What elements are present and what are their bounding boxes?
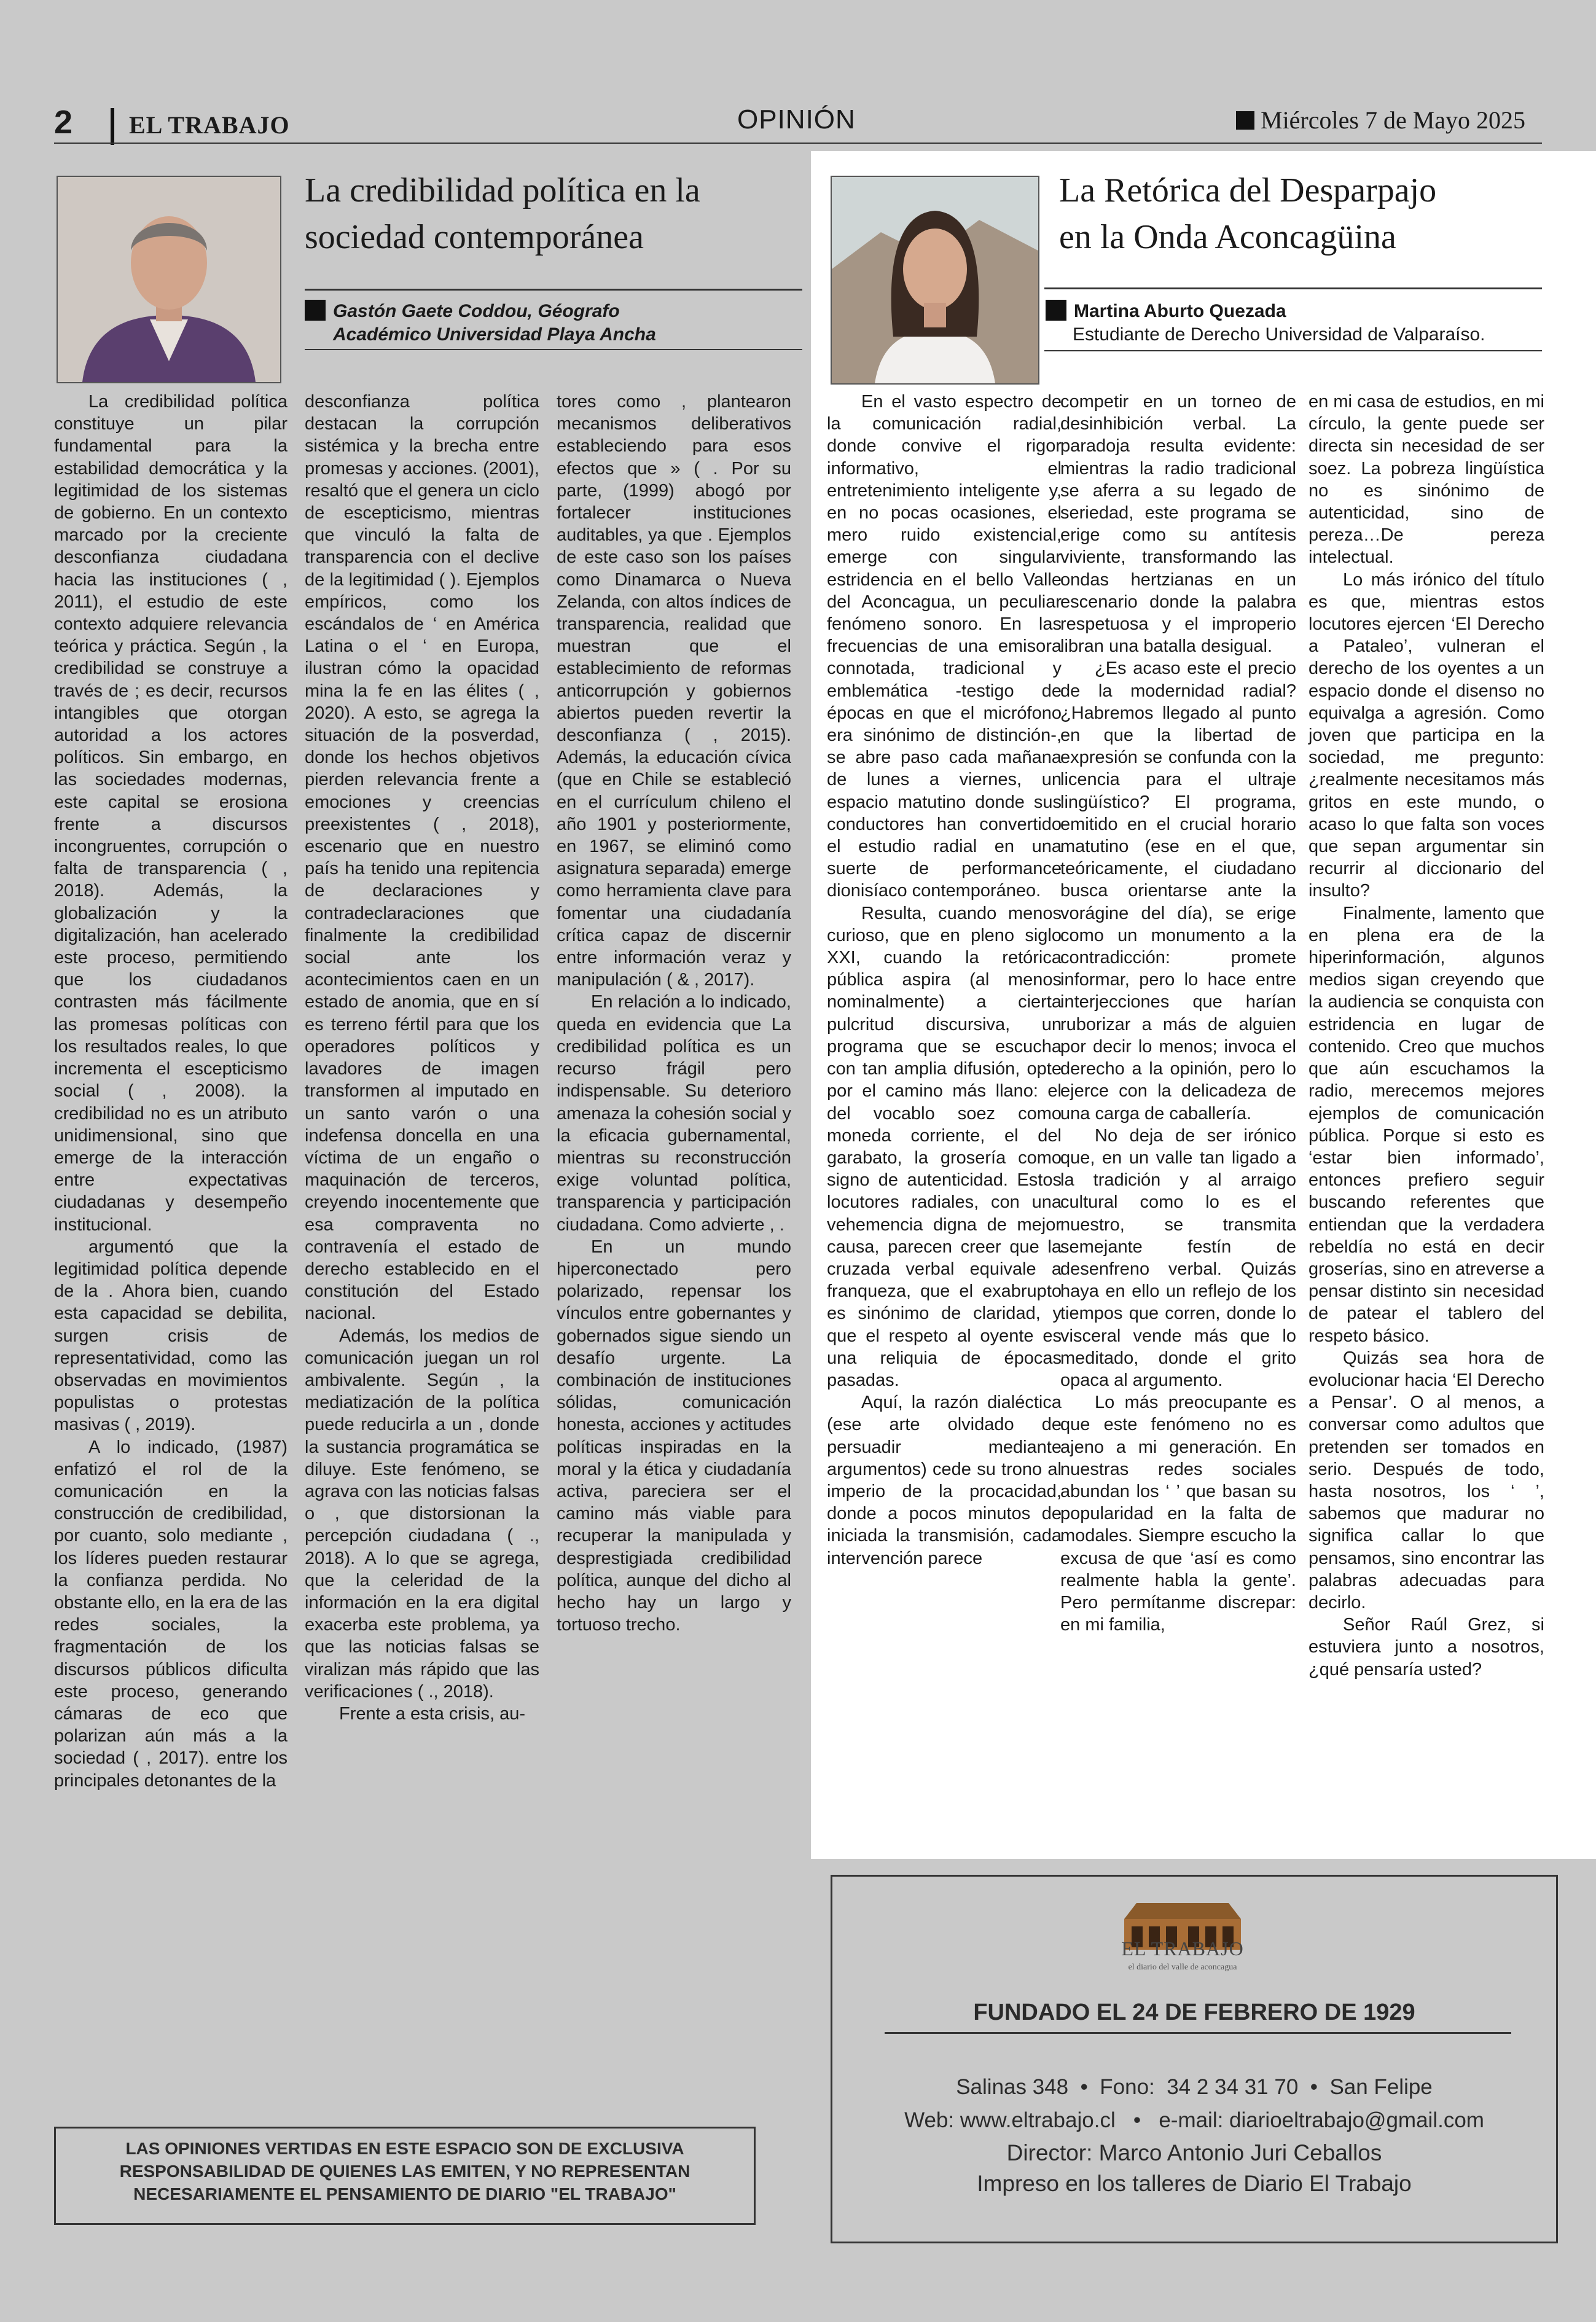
header-rule: [54, 143, 1542, 144]
author2-photo: [831, 176, 1039, 385]
paragraph: Aquí, la razón dialéctica (ese arte olvidado de persuadir mediante argumentos) cede su trono al imperio de la procacidad, donde a pocos minutos de iniciada la transmisión, cada intervención parece: [827, 1393, 1062, 1568]
article2-title-line1: La Retórica del Desparpajo: [1059, 171, 1437, 209]
paragraph: argumentó que la legitimidad política depende de la . Ahora bien, cuando esta capacidad se debilita, surgen crisis de representatividad, como las observadas en movimientos populistas o protestas masivas ( , 2019).: [54, 1237, 288, 1435]
article1-title-line2: sociedad contemporánea: [305, 218, 644, 256]
article2-byline: [1046, 300, 1543, 346]
paragraph: ¿Es acaso este el precio de la modernidad radial? ¿Habremos llegado al punto en que la libertad de expresión se confunda con la licencia para el ultraje lingüístico? El programa, emitido en el crucial horario matutino (ese en el que, teóricamente, el ciudadano busca orientarse ante la vorágine del día), se erige como un monumento a la contradicción: promete informar, pero lo hace entre interjecciones que harían ruborizar a más de alguien por decir lo menos; invoca el derecho a la opinión, pero lo ejerce con la delicadeza de una carga de caballería.: [1060, 659, 1296, 1124]
article2-title-line2: en la Onda Aconcagüina: [1059, 218, 1396, 256]
paragraph: Finalmente, lamento que en plena era de la hiperinformación, algunos medios sigan creyendo que la audiencia se conquista con estridencia en lugar de contenido. Creo que muchos que aún escuchamos la radio, merecemos mejores ejemplos de comunicación pública. Porque si esto es ‘estar bien informado’, entonces prefiero seguir buscando referentes que entiendan que la verdadera rebeldía no está en decir groserías, sino en atreverse a pensar distinto sin necesidad de patear el tablero del respeto básico.: [1308, 903, 1544, 1346]
square-bullet-icon: [1046, 300, 1066, 321]
disclaimer-line1: LAS OPINIONES VERTIDAS EN ESTE ESPACIO SON DE EXCLUSIVA: [125, 2139, 684, 2158]
article2-title: [1059, 167, 1551, 260]
article1-rule: [305, 289, 802, 291]
paragraph: Además, los medios de comunicación juegan un rol ambivalente. Según , la mediatización de la política puede reducirla a un , donde la sustancia programática se diluye. Este fenómeno, se agrava con las noticias falsas o , que distorsionan la percepción ciudadana ( ., 2018). A lo que se agrega, que la celeridad de la información en la era digital exacerba este problema, ya que las noticias falsas se viralizan más rápido que las verificaciones ( ., 2018).: [305, 1326, 539, 1702]
paragraph: desconfianza política destacan la corrupción sistémica y la brecha entre promesas y acciones. (2001), resaltó que el genera un ciclo de escepticismo, mientras que vinculó la falta de transparencia con el declive de la legitimidad ( ). Ejemplos empíricos, como los escándalos de ‘ en América Latina o el ‘ en Europa, ilustran cómo la opacidad mina la fe en las élites ( , 2020). A esto, se agrega la situación de la posverdad, donde los hechos objetivos pierden relevancia frente a emociones y creencias preexistentes ( , 2018), escenario que en nuestro país ha tenido una repitencia de declaraciones y contradeclaraciones que finalmente la credibilidad social ante los acontecimientos caen en un estado de anomia, que en sí es terreno fértil para que los operadores políticos y lavadores de imagen transformen al imputado en un santo varón o una indefensa doncella en una víctima de un engaño o maquinación de terceros, creyendo inocentemente que esa compraventa no contravenía el estado de derecho establecido en el constitución del Estado nacional.: [305, 392, 539, 1324]
director-line: Director: Marco Antonio Juri Ceballos: [1006, 2140, 1382, 2165]
logo-tagline: el diario del valle de aconcagua: [1128, 1963, 1237, 1972]
article2-column2: [1060, 391, 1296, 1636]
article2-column1: [827, 391, 1062, 1570]
article2-byline-rule: [1044, 350, 1542, 351]
article1-column2: [305, 391, 539, 1725]
square-bullet-icon: [1236, 111, 1254, 130]
article1-title-line1: La credibilidad política en la: [305, 171, 700, 209]
paragraph: Lo más irónico del título es que, mientras estos locutores ejercen ‘El Derecho a Pataleo’, vulneran el derecho de los oyentes a un espacio donde el disenso no equivalga a agresión. Como joven que participa en la sociedad, me pregunto: ¿realmente necesitamos más gritos en este mundo, o acaso lo que falta son voces que sepan argumentar sin recurrir al diccionario del insulto?: [1308, 569, 1544, 901]
page-number: 2: [54, 104, 73, 141]
issue-date-text: Miércoles 7 de Mayo 2025: [1261, 106, 1526, 134]
founded-date: FUNDADO EL 24 DE FEBRERO DE 1929: [973, 2000, 1415, 2025]
article1-byline-rule: [305, 349, 802, 350]
article1-column1: [54, 391, 288, 1792]
paper-name: EL TRABAJO: [129, 111, 290, 139]
issue-date: [1236, 106, 1525, 135]
paragraph: En el vasto espectro de la comunicación radial, donde convive el rigor informativo, el entretenimiento inteligente y, en no pocas ocasiones, el mero ruido existencial, emerge con singular estridencia en el bello Valle del Aconcagua, un peculiar fenómeno sonoro. En las frecuencias de una emisora connotada, tradicional y emblemática -testigo de épocas en que el micrófono era sinónimo de distinción-, se abre paso cada mañana de lunes a viernes, un espacio matutino donde sus conductores han convertido el estudio radial en una suerte de performance dionisíaco contemporáneo.: [827, 392, 1062, 901]
paragraph: No deja de ser irónico que, en un valle tan ligado a la tradición y al arraigo cultural como lo es el nuestro, se transmita semejante festín de desenfreno verbal. Quizás haya en ello un reflejo de los tiempos que corren, donde lo visceral vende más que lo meditado, donde el grito opaca al argumento.: [1060, 1125, 1296, 1390]
article2-author: Martina Aburto Quezada: [1074, 301, 1286, 321]
founded-rule: [885, 2032, 1511, 2034]
article1-column3: [557, 391, 791, 1636]
disclaimer-line2: RESPONSABILIDAD DE QUIENES LAS EMITEN, Y NO REPRESENTAN: [119, 2162, 690, 2181]
paragraph: Quizás sea hora de evolucionar hacia ‘El Derecho a Pensar’. O al menos, a conversar como adultos que pretenden ser tomados en serio. Después de todo, hasta nosotros, los ‘ ’, sabemos que madurar no significa callar lo que pensamos, sino encontrar las palabras adecuadas para decirlo.: [1308, 1348, 1544, 1612]
paragraph: A lo indicado, (1987) enfatizó el rol de la comunicación en la construcción de credibilidad, por cuanto, solo mediante , los líderes pueden restaurar la confianza perdida. No obstante ello, en la era de las redes sociales, la fragmentación de los discursos públicos dificulta este proceso, generando cámaras de eco que polarizan aún más a la sociedad ( , 2017). entre los principales detonantes de la: [54, 1437, 288, 1791]
article2-column3: [1308, 391, 1544, 1681]
contact-line: Web: www.eltrabajo.cl • e-mail: diarioeltrabajo@gmail.com: [904, 2108, 1484, 2132]
paragraph: Frente a esta crisis, au-: [339, 1703, 525, 1724]
article1-byline: [305, 300, 802, 346]
paragraph: Resulta, cuando menos curioso, que en pleno siglo XXI, cuando la retórica pública aspira (al menos nominalmente) a cierta pulcritud discursiva, un programa que se escucha con tan amplia difusión, opte por el camino más llano: el del vocablo soez como moneda corriente, el del garabato, la grosería como signo de autenticidad. Estos locutores radiales, con una vehemencia digna de mejor causa, parecen creer que la cruzada verbal equivale a franqueza, que el exabrupto es sinónimo de claridad, y que el respeto al oyente es una reliquia de épocas pasadas.: [827, 903, 1062, 1390]
address-line: Salinas 348 • Fono: 34 2 34 31 70 • San Felipe: [956, 2075, 1433, 2099]
paragraph: En relación a lo indicado, queda en evidencia que La credibilidad política es un recurso frágil pero indispensable. Su deterioro amenaza la cohesión social y la eficacia gubernamental, mientras su reconstrucción exige voluntad política, transparencia y participación ciudadana. Como advierte , .: [557, 992, 791, 1235]
header-divider: [111, 108, 114, 145]
paragraph: competir en un torneo de desinhibición verbal. La paradoja resulta evidente: mientras la radio tradicional se aferra a su legado de seriedad, este programa se erige como su antítesis viviente, transformando las ondas hertzianas en un escenario donde la palabra respetuosa y el improperio libran una batalla desigual.: [1060, 392, 1296, 657]
paragraph: En un mundo hiperconectado pero polarizado, repensar los vínculos entre gobernantes y gobernados sigue siendo un desafío urgente. La combinación de instituciones sólidas, comunicación honesta, acciones y actitudes políticas inspiradas en la moral y la ética y ciudadanía activa, pareciera ser el camino más viable para recuperar la manipulada y desprestigiada credibilidad política, aunque del dicho al hecho hay un largo y tortuoso trecho.: [557, 1237, 791, 1635]
logo-name: EL TRABAJO: [1121, 1937, 1244, 1960]
disclaimer-box: [54, 2127, 756, 2225]
paragraph: tores como , plantearon mecanismos deliberativos estableciendo para esos efectos que » ( . Por su parte, (1999) abogó por fortalecer instituciones auditables, ya que . Ejemplos de este caso son los países como Dinamarca o Nueva Zelanda, con altos índices de transparencia, realidad que muestran que el establecimiento de reformas anticorrupción y gobiernos abiertos pueden revertir la desconfianza ( , 2015). Además, la educación cívica (que en Chile se estableció en el currículum chileno el año 1901 y posteriormente, en 1967, se eliminó como asignatura separada) emerge como herramienta clave para fomentar una ciudadanía crítica capaz de discernir entre información veraz y manipulación ( & , 2017).: [557, 392, 791, 990]
article1-title: [305, 167, 802, 260]
disclaimer-line3: NECESARIAMENTE EL PENSAMIENTO DE DIARIO "EL TRABAJO": [133, 2184, 676, 2203]
square-bullet-icon: [305, 300, 326, 321]
section-title: OPINIÓN: [737, 104, 856, 135]
article1-author-role: Académico Universidad Playa Ancha: [333, 324, 656, 345]
author1-photo: [57, 176, 281, 383]
paragraph: en mi casa de estudios, en mi círculo, la gente puede ser directa sin necesidad de ser soez. La pobreza lingüística no es sinónimo de autenticidad, sino de pereza…De pereza intelectual.: [1308, 392, 1544, 568]
article2-rule: [1044, 287, 1542, 289]
article1-author: Gastón Gaete Coddou, Géografo: [333, 301, 620, 321]
article2-author-role: Estudiante de Derecho Universidad de Valparaíso.: [1073, 324, 1485, 345]
paragraph: La credibilidad política constituye un pilar fundamental para la estabilidad democrática y la legitimidad de los sistemas de gobierno. En un contexto marcado por la creciente desconfianza ciudadana hacia las instituciones ( , 2011), el estudio de este contexto adquiere relevancia teórica y práctica. Según , la credibilidad se construye a través de ; es decir, recursos intangibles que otorgan autoridad a los actores políticos. Sin embargo, en las sociedades modernas, este capital se erosiona frente a discursos incongruentes, corrupción o falta de transparencia ( , 2018). Además, la globalización y la digitalización, han acelerado este proceso, permitiendo que los ciudadanos contrasten más fácilmente las promesas políticas con los resultados reales, lo que incrementa el escepticismo social ( , 2008). la credibilidad no es un atributo unidimensional, sino que emerge de la interacción entre expectativas ciudadanas y desempeño institucional.: [54, 392, 288, 1235]
paragraph: Señor Raúl Grez, si estuviera junto a nosotros, ¿qué pensaría usted?: [1308, 1615, 1544, 1679]
printed-line: Impreso en los talleres de Diario El Trabajo: [977, 2171, 1412, 2196]
paragraph: Lo más preocupante es que este fenómeno no es ajeno a mi generación. En nuestras redes sociales abundan los ‘ ’ que basan su popularidad en la falta de modales. Siempre escucho la excusa de que ‘así es como realmente habla la gente’. Pero permítanme discrepar: en mi familia,: [1060, 1393, 1296, 1635]
